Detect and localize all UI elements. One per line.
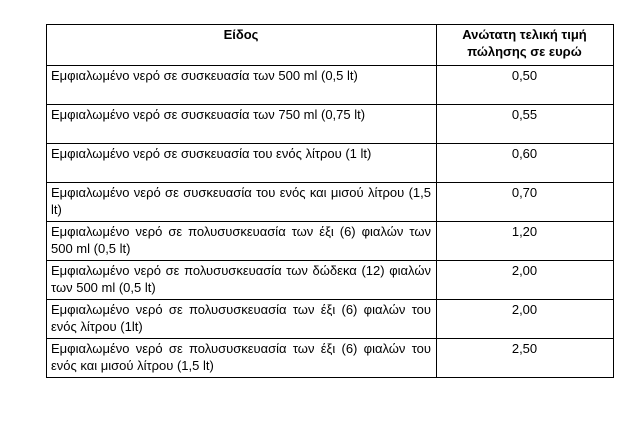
item-description: Εμφιαλωμένο νερό σε συσκευασία των 750 ml (0,75 lt) [47, 105, 437, 144]
item-description: Εμφιαλωμένο νερό σε πολυσυσκευασία των έξι (6) φιαλών του ενός και μισού λίτρου (1,5 lt) [47, 339, 437, 378]
table-row [47, 339, 614, 378]
item-description: Εμφιαλωμένο νερό σε συσκευασία του ενός και μισού λίτρου (1,5 lt) [47, 183, 437, 222]
table-row [47, 222, 614, 261]
max-price: 0,60 [437, 144, 614, 183]
max-price: 0,50 [437, 66, 614, 105]
table-header-row [47, 25, 614, 66]
table-row [47, 105, 614, 144]
table-row [47, 300, 614, 339]
column-header-item: Είδος [47, 25, 437, 66]
table-row [47, 144, 614, 183]
max-price: 0,70 [437, 183, 614, 222]
max-price: 2,00 [437, 300, 614, 339]
item-description: Εμφιαλωμένο νερό σε πολυσυσκευασία των δώδεκα (12) φιαλών των 500 ml (0,5 lt) [47, 261, 437, 300]
table-row [47, 183, 614, 222]
table-row [47, 66, 614, 105]
item-description: Εμφιαλωμένο νερό σε συσκευασία των 500 ml (0,5 lt) [47, 66, 437, 105]
item-description: Εμφιαλωμένο νερό σε πολυσυσκευασία των έξι (6) φιαλών του ενός λίτρου (1lt) [47, 300, 437, 339]
item-description: Εμφιαλωμένο νερό σε πολυσυσκευασία των έξι (6) φιαλών των 500 ml (0,5 lt) [47, 222, 437, 261]
max-price: 2,00 [437, 261, 614, 300]
table-row [47, 261, 614, 300]
item-description: Εμφιαλωμένο νερό σε συσκευασία του ενός λίτρου (1 lt) [47, 144, 437, 183]
max-price: 2,50 [437, 339, 614, 378]
max-price: 0,55 [437, 105, 614, 144]
max-price: 1,20 [437, 222, 614, 261]
price-table [46, 24, 614, 378]
column-header-price: Ανώτατη τελική τιμή πώλησης σε ευρώ [437, 25, 614, 66]
